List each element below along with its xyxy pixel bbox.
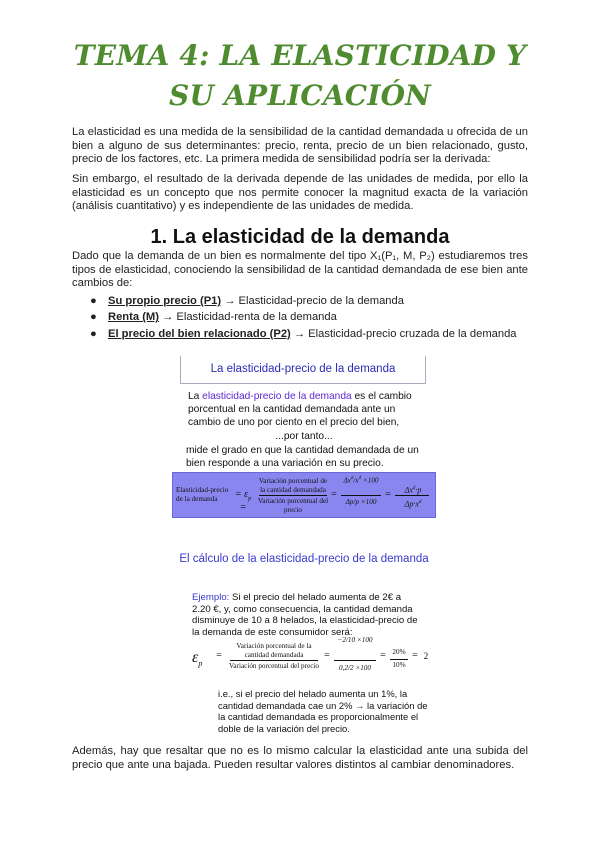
- list-item-term: Renta (M): [108, 311, 159, 324]
- fraction-bar: [341, 495, 381, 496]
- conclusion-text: i.e., si el precio del helado aumenta un 1%, la cantidad demandada cae un 2% → la variación de la cantidad demandada es proporcionalmente el doble de la variación del precio.: [218, 688, 428, 734]
- intro-paragraph-2: Sin embargo, el resultado de la derivada depende de las unidades de medida, por ello la elasticidad es un concepto que nos permite conocer la magnitud exacta de la variación (análisis cuantitativo) y es independiente de las unidades de medida.: [72, 173, 528, 213]
- epsilon-symbol: $\varepsilon_p$: [192, 649, 203, 669]
- example-body: Si el precio del helado aumenta de 2€ a 2.20 €, y, como consecuencia, la cantidad demanda disminuye de 10 a 8 helados, la elasticidad-precio de la demanda de este consumidor será:: [192, 592, 418, 638]
- closing-paragraph: Además, hay que resaltar que no es lo mismo calcular la elasticidad ante una subida del precio que ante una bajada. Pueden resultar valores distintos al cambiar denominadores.: [72, 745, 528, 771]
- slide-title: El cálculo de la elasticidad-precio de la demanda: [179, 553, 429, 565]
- bullet-icon: ●: [90, 295, 97, 307]
- list-item-desc: → Elasticidad-renta de la demanda: [158, 311, 337, 324]
- slide-elasticity-definition: [172, 356, 436, 534]
- bullet-icon: ●: [90, 327, 97, 340]
- list-item: [90, 293, 530, 309]
- formula-denominator: Variación porcentual del precio: [228, 662, 319, 670]
- equals-sign: =: [331, 489, 337, 500]
- definition-text: es el cambio porcentual en la cantidad demandada ante un cambio de uno por ciento en el precio del bien,: [188, 391, 412, 429]
- section-intro: Dado que la demanda de un bien es normalmente del tipo X₁(P₁, M, P₂) estudiaremos tres tipos de elasticidad, conociendo la sensibilidad de la cantidad demandada de ese bien ante cambios de:: [72, 250, 528, 290]
- ratio-simplified: $\Delta x^d\cdot p$ $\Delta p\cdot x^d$: [404, 485, 422, 509]
- fraction-bar: [390, 659, 408, 660]
- slide-title: La elasticidad-precio de la demanda: [180, 356, 426, 384]
- result-numerator: 20%: [392, 648, 406, 656]
- mide-text: mide el grado en que la cantidad demandada de un bien responde a una variación en su precio.: [186, 445, 419, 470]
- por-tanto-text: ...por tanto...: [275, 431, 333, 442]
- list-item: [90, 309, 530, 325]
- definition-highlight: elasticidad-precio de la demanda: [202, 391, 352, 402]
- bullet-icon: ●: [90, 311, 97, 324]
- equals-sign: =: [216, 650, 222, 661]
- calc-numerator: −2/10 ×100: [337, 636, 373, 644]
- epsilon-symbol: = $\varepsilon_p$ =: [234, 489, 252, 513]
- slide-definition: [188, 390, 424, 430]
- page-title: TEMA 4: LA ELASTICIDAD Y SU APLICACIÓN: [73, 39, 527, 112]
- elasticity-types-list: [90, 293, 530, 342]
- list-item-desc: → Elasticidad-precio cruzada de la demanda: [290, 327, 517, 340]
- ratio-numerator: $\Delta x^d/x^d \times 100$: [343, 476, 379, 485]
- list-item-desc: → Elasticidad-precio de la demanda: [221, 295, 404, 307]
- formula-denominator: Variación porcentual del precio: [257, 497, 329, 514]
- fraction-bar: [395, 495, 429, 496]
- list-item-term: Su propio precio (P1): [108, 295, 222, 307]
- equals-sign: =: [324, 650, 330, 661]
- result-denominator: 10%: [392, 661, 406, 669]
- formula-numerator: Variación porcentual de la cantidad demandada: [258, 477, 328, 494]
- fraction-bar: [259, 495, 327, 496]
- elasticity-formula: [172, 472, 436, 518]
- example-text: [192, 592, 422, 638]
- calc-denominator: 0,2/2 ×100: [338, 664, 371, 672]
- definition-prefix: La: [188, 391, 203, 402]
- equals-sign: =: [385, 489, 391, 500]
- fraction-bar: [334, 660, 376, 661]
- slide-elasticity-calculation: [172, 548, 436, 736]
- section-heading: 1. La elasticidad de la demanda: [150, 226, 450, 248]
- fraction-bar: [230, 660, 318, 661]
- formula-lhs: Elasticidad-precio de la demanda: [176, 486, 229, 503]
- list-item-term: El precio del bien relacionado (P2): [108, 327, 291, 340]
- equals-sign: =: [412, 650, 418, 661]
- intro-paragraph-1: La elasticidad es una medida de la sensibilidad de la cantidad demandada u ofrecida de un bien a alguno de sus determinantes: precio, renta, precio de un bien relacionado, gusto, precio de los factores, etc. La primera medida de sensibilidad podría ser la derivada:: [72, 126, 528, 166]
- result-value: 2: [423, 651, 429, 661]
- ratio-denominator: Δp/p ×100: [345, 498, 377, 506]
- example-label: Ejemplo:: [192, 592, 230, 603]
- formula-numerator: Variación porcentual de la cantidad demandada: [236, 642, 312, 659]
- equals-sign: =: [380, 650, 386, 661]
- list-item: [90, 326, 530, 342]
